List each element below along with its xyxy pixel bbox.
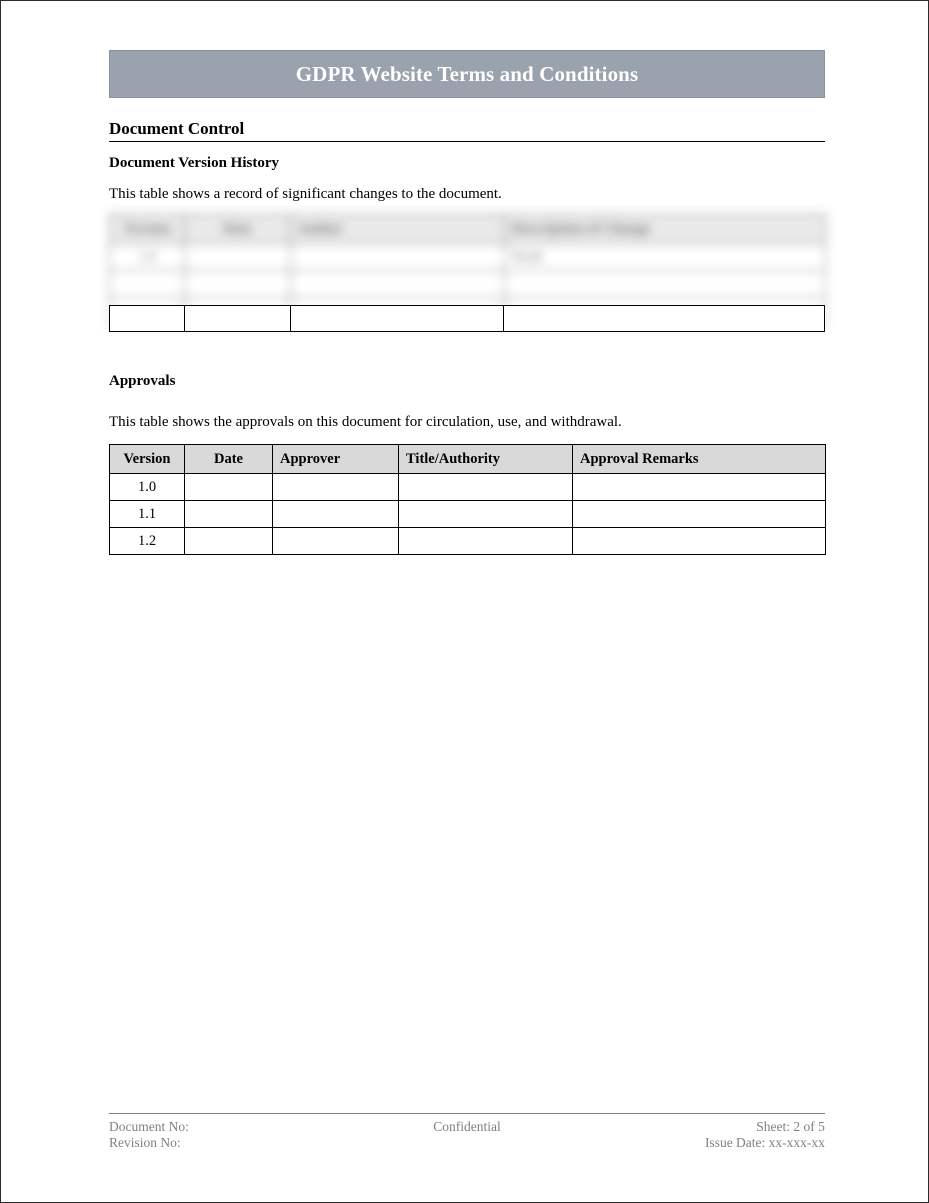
footer-sheet-number: Sheet: 2 of 5 (756, 1119, 825, 1134)
column-header-version: Version (110, 445, 185, 474)
column-header-approver: Approver (273, 445, 399, 474)
cell-description (505, 271, 826, 298)
cell-approval-remarks (573, 474, 826, 501)
cell-version: 1.1 (110, 501, 185, 528)
cell-description (504, 306, 824, 331)
footer-confidential: Confidential (433, 1119, 501, 1134)
cell-description: Draft (505, 244, 826, 271)
table-row (110, 474, 826, 501)
document-title-banner (109, 50, 825, 98)
cell-date (185, 271, 291, 298)
version-history-table-wrapper (109, 214, 825, 332)
column-header-date: Date (185, 445, 273, 474)
cell-approver (273, 474, 399, 501)
cell-approval-remarks (573, 501, 826, 528)
footer-row-top (109, 1119, 825, 1135)
approvals-table (109, 444, 826, 555)
approvals-intro-text: This table shows the approvals on this document for circulation, use, and withdrawal. (109, 414, 622, 430)
cell-date (185, 528, 273, 555)
column-header-title-authority: Title/Authority (399, 445, 573, 474)
column-header-description-of-change: Description of Change (505, 215, 826, 244)
cell-date (185, 244, 291, 271)
cell-approval-remarks (573, 528, 826, 555)
page-title: GDPR Website Terms and Conditions (295, 61, 639, 86)
cell-approver (273, 501, 399, 528)
cell-version (110, 306, 185, 331)
table-row (110, 244, 826, 271)
cell-title-authority (399, 528, 573, 555)
cell-date (185, 306, 291, 331)
footer-document-no: Document No: (109, 1119, 189, 1134)
cell-version: 1.0 (110, 244, 185, 271)
cell-author (291, 306, 504, 331)
column-header-approval-remarks: Approval Remarks (573, 445, 826, 474)
table-row (110, 528, 826, 555)
table-row (110, 271, 826, 298)
version-history-intro-text: This table shows a record of significant changes to the document. (109, 186, 502, 202)
footer-spacer (348, 1135, 587, 1151)
page-footer (109, 1113, 825, 1151)
table-row (110, 501, 826, 528)
column-header-version: Version (110, 215, 185, 244)
cell-title-authority (399, 501, 573, 528)
table-header-row (110, 215, 826, 244)
cell-author (291, 271, 505, 298)
subheading-approvals: Approvals (109, 373, 176, 389)
section-heading-document-control: Document Control (109, 119, 825, 142)
cell-date (185, 501, 273, 528)
cell-version: 1.2 (110, 528, 185, 555)
footer-issue-date: Issue Date: xx-xxx-xx (704, 1135, 825, 1150)
footer-row-bottom (109, 1135, 825, 1151)
cell-version: 1.0 (110, 474, 185, 501)
column-header-date: Date (185, 215, 291, 244)
cell-title-authority (399, 474, 573, 501)
version-history-table-last-row (109, 305, 825, 332)
table-header-row (110, 445, 826, 474)
footer-revision-no: Revision No: (109, 1135, 181, 1150)
cell-approver (273, 528, 399, 555)
cell-author (291, 244, 505, 271)
cell-date (185, 474, 273, 501)
cell-version (110, 271, 185, 298)
column-header-author: Author (291, 215, 505, 244)
subheading-document-version-history: Document Version History (109, 155, 279, 171)
